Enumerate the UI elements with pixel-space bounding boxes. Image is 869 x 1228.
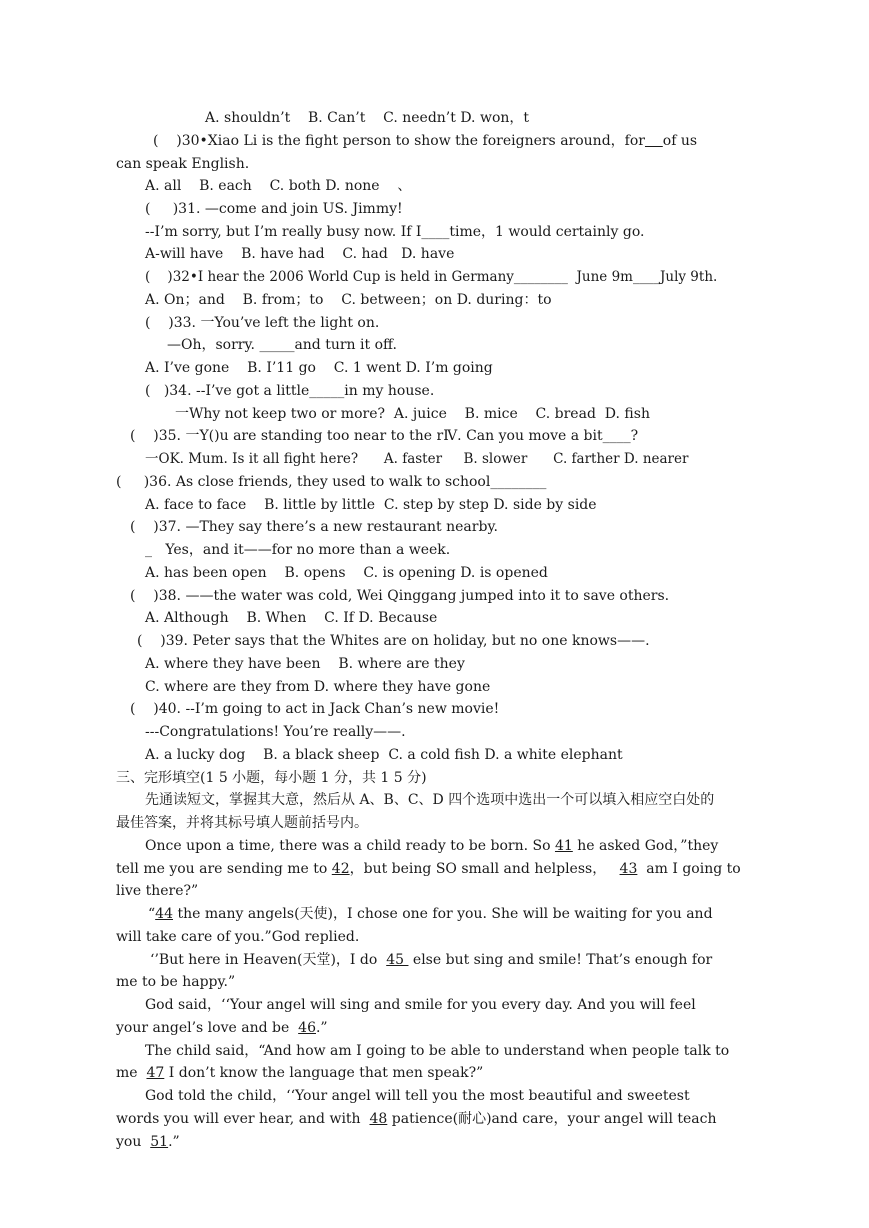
blank-45: 45	[386, 952, 409, 968]
section-heading: 三、完形填空(1 5 小题，每小题 1 分，共 1 5 分)	[116, 770, 427, 786]
options-q30: A. all B. each C. both D. none 、	[145, 178, 412, 194]
blank-48: 48	[369, 1111, 388, 1127]
question-40-reply: ---Congratulations! You’re really——.	[145, 724, 406, 740]
blank-46: 46	[298, 1020, 316, 1036]
blank-41: 41	[554, 838, 573, 854]
question-33-reply: —Oh，sorry. _____and turn it off.	[167, 337, 397, 353]
options-q38: A. Although B. When C. If D. Because	[145, 610, 438, 626]
section-instructions-cont: 最佳答案，并将其标号填人题前括号内。	[116, 815, 368, 831]
options-q33: A. I’ve gone B. I’11 go C. 1 went D. I’m going	[145, 360, 493, 376]
question-31: ( )31. —come and join US. Jimmy!	[145, 201, 403, 217]
passage-line: tell me you are sending me to 42，but being SO small and helpless， 43 am I going to	[116, 861, 741, 877]
question-37-reply: _ Yes，and it——for no more than a week.	[145, 542, 451, 558]
question-34: ( )34. --I’ve got a little_____in my house.	[145, 383, 435, 399]
passage-line: me 47 I don’t know the language that men speak?”	[116, 1065, 484, 1081]
blank-42: 42	[331, 861, 350, 877]
options-q36: A. face to face B. little by little C. step by step D. side by side	[145, 497, 597, 513]
question-37: ( )37. —They say there’s a new restaurant nearby.	[130, 519, 498, 535]
options-q37: A. has been open B. opens C. is opening D. is opened	[145, 565, 548, 581]
passage-line: your angel’s love and be 46.”	[116, 1020, 328, 1036]
question-36: ( )36. As close friends, they used to walk to school________	[116, 474, 547, 490]
question-34-reply-options: 一Why not keep two or more? A. juice B. mice C. bread D. fish	[175, 406, 650, 422]
passage-line: you 51.”	[116, 1134, 180, 1150]
options-q31: A-will have B. have had C. had D. have	[145, 246, 455, 262]
question-39: ( )39. Peter says that the Whites are on holiday, but no one knows——.	[137, 633, 650, 649]
options-q39-ab: A. where they have been B. where are they	[145, 656, 465, 672]
question-30: ( )30•Xiao Li is the fight person to show the foreigners around，for of us	[153, 133, 698, 149]
section-instructions: 先通读短文，掌握其大意，然后从 A、B、C、D 四个选项中选出一个可以填入相应空白处的	[145, 792, 715, 808]
question-32: ( )32•I hear the 2006 World Cup is held in Germany________ June 9m____July 9th.	[145, 269, 718, 285]
passage-line: will take care of you.”God replied.	[116, 929, 360, 945]
passage-line: God said，‘‘Your angel will sing and smile for you every day. And you will feel	[145, 997, 696, 1013]
blank-51: 51	[150, 1134, 169, 1150]
passage-line: God told the child，‘‘Your angel will tell you the most beautiful and sweetest	[145, 1088, 690, 1104]
question-30-cont: can speak English.	[116, 156, 250, 172]
question-40: ( )40. --I’m going to act in Jack Chan’s new movie!	[130, 701, 500, 717]
blank-44: 44	[155, 906, 173, 922]
passage-line: Once upon a time, there was a child ready to be born. So 41 he asked God，”they	[145, 838, 719, 854]
question-31-reply: --I’m sorry, but I’m really busy now. If I____time，1 would certainly go.	[145, 224, 645, 240]
passage-line: “44 the many angels(天使)，I chose one for you. She will be waiting for you and	[148, 906, 713, 922]
blank-30	[645, 133, 663, 149]
passage-line: words you will ever hear, and with 48 patience(耐心)and care，your angel will teach	[116, 1111, 717, 1127]
question-33: ( )33. 一You’ve left the light on.	[145, 315, 380, 331]
options-q29: A. shouldn’t B. Can’t C. needn’t D. won，t	[205, 110, 530, 126]
blank-47: 47	[146, 1065, 165, 1081]
options-q39-cd: C. where are they from D. where they have gone	[145, 679, 491, 695]
blank-43: 43	[619, 861, 638, 877]
passage-line: me to be happy.”	[116, 974, 236, 990]
passage-line: ‘’But here in Heaven(天堂)，I do 45 else but sing and smile! That’s enough for	[150, 952, 713, 968]
question-38: ( )38. ——the water was cold, Wei Qinggang jumped into it to save others.	[130, 588, 670, 604]
question-35-reply-options: 一OK. Mum. Is it all fight here? A. faster B. slower C. farther D. nearer	[145, 451, 689, 467]
question-35: ( )35. 一Y()u are standing too near to the rⅣ. Can you move a bit____?	[130, 428, 639, 444]
passage-line: The child said，“And how am I going to be able to understand when people talk to	[145, 1043, 730, 1059]
options-q40: A. a lucky dog B. a black sheep C. a cold fish D. a white elephant	[145, 747, 623, 763]
passage-line: live there?”	[116, 883, 199, 899]
options-q32: A. On；and B. from；to C. between；on D. during：to	[145, 292, 552, 308]
